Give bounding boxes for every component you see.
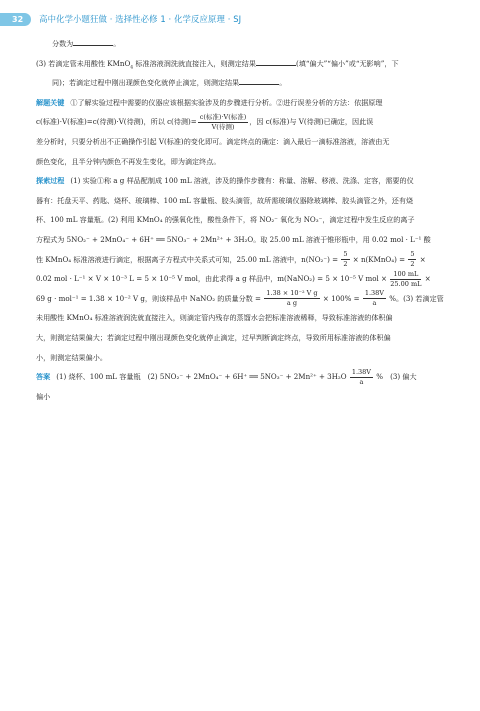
answer-blank[interactable] bbox=[239, 76, 279, 85]
formula-line: 69 g · mol⁻¹ = 1.38 × 10⁻² V g，则该样品中 NaNO₂ 的质量分数 = $\frac{\text{1.38 × 10⁻² V g}}{\text{a g}}$ × 100% = $\frac{1.38V}{a}$ %。(3) 若滴定管 bbox=[36, 289, 444, 308]
text-line: 同)；若滴定过程中刚出现颜色变化就停止滴定，则测定结果 。 bbox=[52, 78, 287, 88]
text-line: 未用酸性 KMnO₄ 标准溶液润洗就直接注入，则滴定管内残存的蒸馏水会把标准溶液稀释，导致标准溶液的体积偏 bbox=[36, 313, 393, 323]
fraction: $\frac{5}{2}$ bbox=[410, 250, 415, 269]
fraction: $\frac{1.38V}{a}$ bbox=[351, 367, 371, 386]
page-header bbox=[0, 10, 241, 28]
fraction: $\frac{100 mL}{25.00 mL}$ bbox=[390, 269, 422, 288]
text-line: (3) 若滴定管未用酸性 KMnO$_4$ 标准溶液润洗就直接注入，则测定结果 (填“偏大”“偏小”或“无影响”，下 bbox=[36, 58, 399, 70]
answer-blank[interactable] bbox=[73, 37, 113, 46]
section-label-key: 解题关键 bbox=[36, 97, 65, 107]
text-line: 方程式为 5NO₂⁻ + 2MnO₄⁻ + 6H⁺ ══ 5NO₃⁻ + 2Mn²⁺ + 3H₂O。取 25.00 mL 溶液于锥形瓶中，用 0.02 mol · L⁻¹ 酸 bbox=[36, 234, 431, 244]
text-line: 偏小 bbox=[36, 391, 51, 401]
text-line: 差分析时，只要分析出不正确操作引起 V(标准)的变化即可。滴定终点的确定：滴入最后一滴标准溶液，溶液由无 bbox=[36, 136, 390, 146]
answer-line: 答案 (1) 烧杯、100 mL 容量瓶 (2) 5NO₂⁻ + 2MnO₄⁻ + 6H⁺ ══ 5NO₃⁻ + 2Mn²⁺ + 3H₂O $\frac{1.38V}{a}$ % (3) 偏大 bbox=[36, 367, 417, 386]
series-title: 高中化学小题狂做 · 选择性必修 1 · 化学反应原理 · SJ bbox=[39, 14, 242, 24]
text-line: 分数为 。 bbox=[52, 39, 121, 48]
text-line: 小，则测定结果偏小。 bbox=[36, 352, 107, 362]
section-label-explore: 探索过程 bbox=[36, 176, 65, 186]
key-point-line: 解题关键 ①了解实验过程中需要的仪器应该根据实验涉及的步骤进行分析。②进行误差分析的方法：依据原理 bbox=[36, 97, 383, 107]
formula-line: 0.02 mol · L⁻¹ × V × 10⁻³ L = 5 × 10⁻⁵ V mol，由此求得 a g 样品中，m(NaNO₂) = 5 × 10⁻⁵ V mol × $\frac{100 mL}{25.00 mL}$ × bbox=[36, 269, 431, 288]
formula-line: c(标准)·V(标准)=c(待测)·V(待测)，所以 c(待测)= $\frac{\text{c(标准)·V(标准)}}{\text{V(待测)}}$ ，因 c(标准)与 V(待测)已确定，因此误 bbox=[36, 112, 374, 131]
text-line: 器有：托盘天平、药匙、烧杯、玻璃棒、100 mL 容量瓶、胶头滴管，故所需玻璃仪器除玻璃棒、胶头滴管之外，还有烧 bbox=[36, 195, 414, 205]
text-line: 颜色变化，且半分钟内颜色不再发生变化，即为滴定终点。 bbox=[36, 156, 221, 166]
text-line: 杯、100 mL 容量瓶。(2) 利用 KMnO₄ 的强氧化性，酸性条件下，将 NO₂⁻ 氧化为 NO₃⁻，滴定过程中发生反应的离子 bbox=[36, 215, 415, 225]
fraction: $\frac{\text{c(标准)·V(标准)}}{\text{V(待测)}}$ bbox=[199, 112, 247, 131]
exploration-line: 探索过程 (1) 实验①称 a g 样品配制成 100 mL 溶液，涉及的操作步骤有：称量、溶解、移液、洗涤、定容，需要的仪 bbox=[36, 176, 414, 186]
page-number-badge: 32 bbox=[0, 13, 31, 26]
document-body bbox=[36, 34, 452, 406]
fraction: $\frac{\text{1.38 × 10⁻² V g}}{\text{a g}}$ bbox=[266, 289, 318, 308]
formula-line: 性 KMnO₄ 标准溶液进行滴定，根据离子方程式中关系式可知，25.00 mL 溶液中，n(NO₂⁻) = $\frac{5}{2}$ × n(KMnO₄) = $\frac{5}{2}$ × bbox=[36, 250, 426, 269]
section-label-answer: 答案 bbox=[36, 372, 51, 382]
fraction: $\frac{1.38V}{a}$ bbox=[364, 289, 384, 308]
answer-blank[interactable] bbox=[256, 57, 296, 66]
fraction: $\frac{5}{2}$ bbox=[343, 250, 348, 269]
text-line: 大，则测定结果偏大；若滴定过程中刚出现颜色变化就停止滴定，过早判断滴定终点，导致所用标准溶液的体积偏 bbox=[36, 332, 391, 342]
